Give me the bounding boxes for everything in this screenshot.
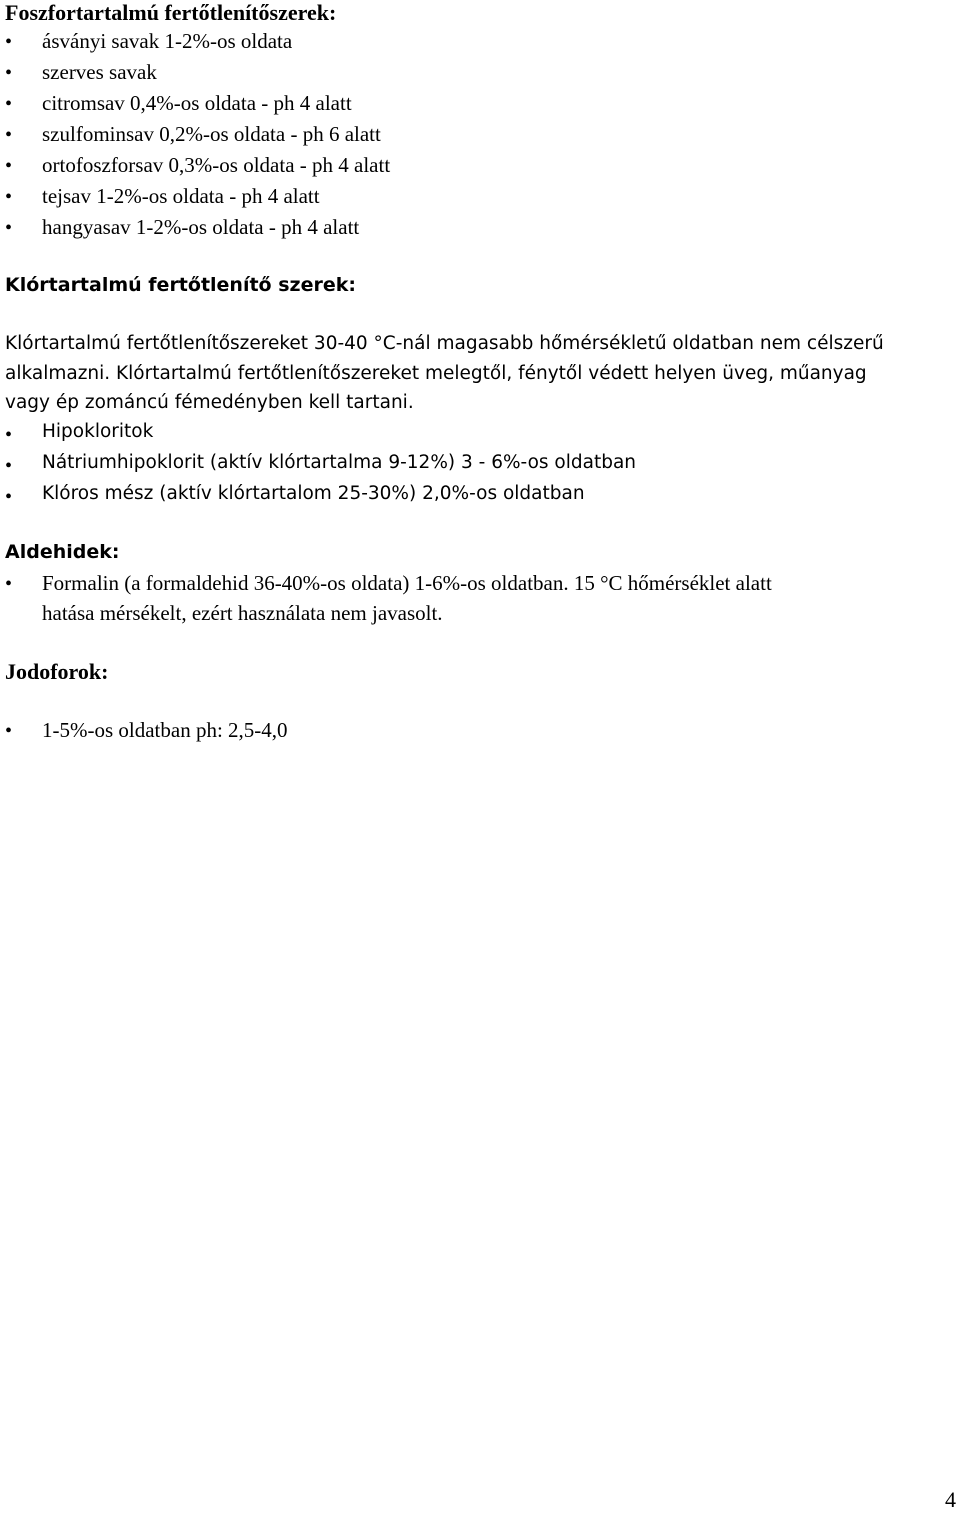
bullet-icon: •: [5, 573, 13, 595]
list-item-text: tejsav 1-2%-os oldata - ph 4 alatt: [42, 184, 320, 208]
bullet-icon: •: [5, 155, 13, 177]
bullet-icon: •: [5, 62, 13, 84]
paragraph-line: Klórtartalmú fertőtlenítőszereket 30-40 °C-nál magasabb hőmérsékletű oldatban nem célszerű: [5, 333, 884, 354]
bullet-icon: •: [5, 455, 13, 477]
bullet-icon: •: [5, 186, 13, 208]
heading-jodoforok: Jodoforok:: [5, 659, 109, 684]
bullet-icon: •: [5, 720, 13, 742]
bullet-icon: •: [5, 424, 13, 446]
list-item-text: Klóros mész (aktív klórtartalom 25-30%) 2,0%-os oldatban: [42, 483, 585, 504]
list-item-text: 1-5%-os oldatban ph: 2,5-4,0: [42, 718, 288, 742]
page-number: 4: [945, 1487, 956, 1512]
list-item-text: szerves savak: [42, 60, 157, 84]
list-item-text: Formalin (a formaldehid 36-40%-os oldata) 1-6%-os oldatban. 15 °C hőmérséklet alatt: [42, 571, 772, 595]
list-item-text: Hipokloritok: [42, 421, 154, 442]
list-item-text: ortofoszforsav 0,3%-os oldata - ph 4 alatt: [42, 153, 391, 177]
list-item-text: szulfominsav 0,2%-os oldata - ph 6 alatt: [42, 122, 381, 146]
list-item-text: Nátriumhipoklorit (aktív klórtartalma 9-12%) 3 - 6%-os oldatban: [42, 452, 637, 473]
heading-klortartalmu: Klórtartalmú fertőtlenítő szerek:: [5, 274, 356, 296]
list-item-text: hangyasav 1-2%-os oldata - ph 4 alatt: [42, 215, 360, 239]
bullet-icon: •: [5, 31, 13, 53]
paragraph-line: vagy ép zománcú fémedényben kell tartani.: [5, 392, 414, 413]
list-item-text: ásványi savak 1-2%-os oldata: [42, 29, 293, 53]
bullet-icon: •: [5, 124, 13, 146]
heading-foszfortartalmu: Foszfortartalmú fertőtlenítőszerek:: [5, 0, 337, 25]
paragraph-line: alkalmazni. Klórtartalmú fertőtlenítőszereket melegtől, fénytől védett helyen üveg, műanyag: [5, 363, 867, 384]
bullet-icon: •: [5, 93, 13, 115]
list-item-text: citromsav 0,4%-os oldata - ph 4 alatt: [42, 91, 352, 115]
heading-aldehidek: Aldehidek:: [5, 541, 120, 563]
bullet-icon: •: [5, 217, 13, 239]
list-item-text: hatása mérsékelt, ezért használata nem javasolt.: [42, 601, 443, 625]
bullet-icon: •: [5, 486, 13, 508]
